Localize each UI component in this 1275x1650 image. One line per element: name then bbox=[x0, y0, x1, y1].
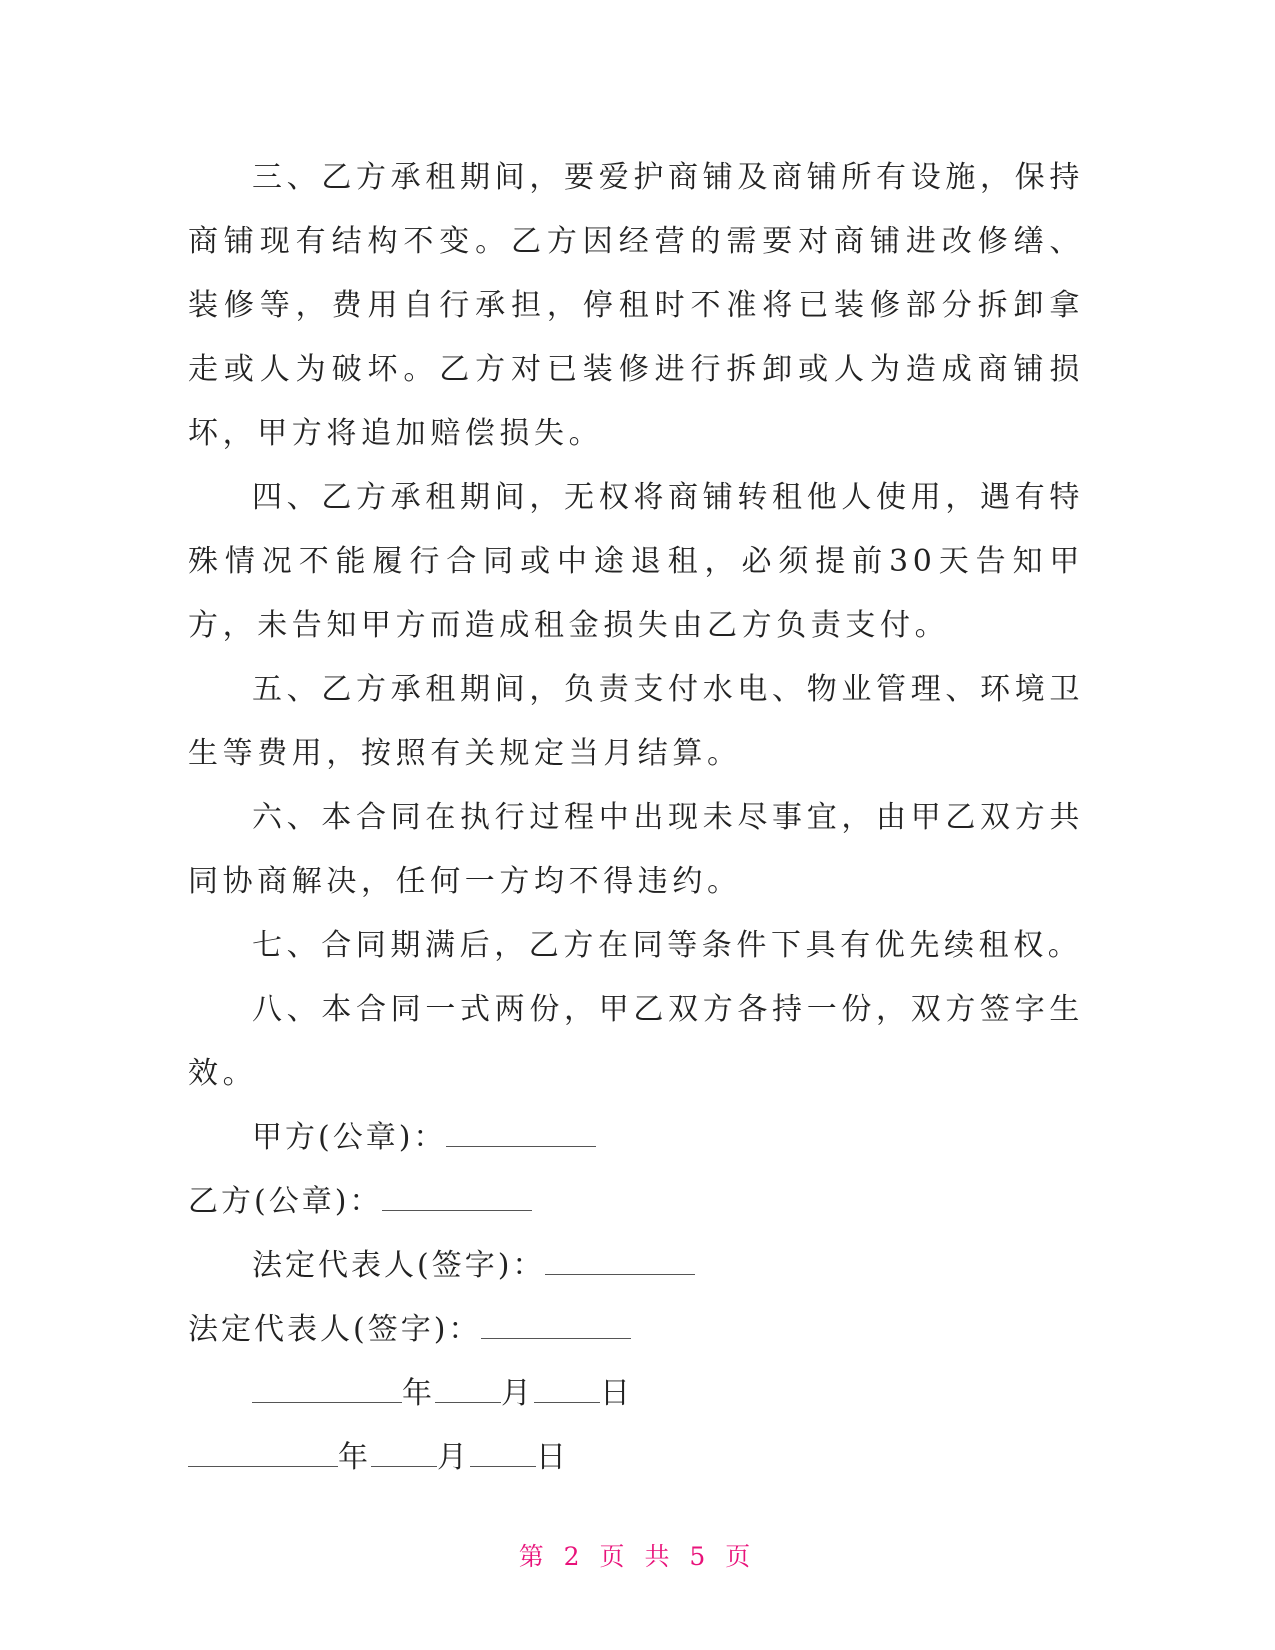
date-line-b bbox=[188, 1426, 1084, 1490]
party-b-seal-blank bbox=[382, 1188, 532, 1211]
day-blank-a bbox=[534, 1380, 600, 1403]
year-blank-a bbox=[252, 1380, 402, 1403]
party-a-seal-line bbox=[188, 1106, 1084, 1170]
clause-6: 六、本合同在执行过程中出现未尽事宜，由甲乙双方共同协商解决，任何一方均不得违约。 bbox=[188, 800, 1084, 899]
date-line-a bbox=[188, 1362, 1084, 1426]
legal-rep-b-label: 法定代表人(签字)： bbox=[188, 1312, 482, 1347]
clause-3: 三、乙方承租期间，要爱护商铺及商铺所有设施，保持商铺现有结构不变。乙方因经营的需要对商铺进改修缮、装修等，费用自行承担，停租时不准将已装修部分拆卸拿走或人为破坏。乙方对已装修进行拆卸或人为造成商铺损坏，甲方将追加赔偿损失。 bbox=[188, 160, 1084, 451]
clause-5: 五、乙方承租期间，负责支付水电、物业管理、环境卫生等费用，按照有关规定当月结算。 bbox=[188, 672, 1084, 771]
month-label-b: 月 bbox=[437, 1440, 470, 1475]
year-blank-b bbox=[188, 1444, 338, 1467]
legal-rep-a-blank bbox=[545, 1252, 695, 1275]
page-number-footer: 第 2 页 共 5 页 bbox=[518, 1542, 757, 1571]
month-blank-b bbox=[371, 1444, 437, 1467]
day-label-b: 日 bbox=[536, 1440, 569, 1475]
year-label-b: 年 bbox=[338, 1440, 371, 1475]
month-label-a: 月 bbox=[501, 1376, 534, 1411]
party-a-seal-label: 甲方(公章)： bbox=[252, 1120, 447, 1155]
day-blank-b bbox=[470, 1444, 536, 1467]
party-b-seal-line bbox=[188, 1170, 1084, 1234]
clause-7: 七、合同期满后，乙方在同等条件下具有优先续租权。 bbox=[252, 928, 1083, 963]
month-blank-a bbox=[435, 1380, 501, 1403]
year-label-a: 年 bbox=[402, 1376, 435, 1411]
day-label-a: 日 bbox=[600, 1376, 633, 1411]
clause-4: 四、乙方承租期间，无权将商铺转租他人使用，遇有特殊情况不能履行合同或中途退租，必须提前30天告知甲方，未告知甲方而造成租金损失由乙方负责支付。 bbox=[188, 480, 1084, 643]
party-b-seal-label: 乙方(公章)： bbox=[188, 1184, 383, 1219]
legal-rep-b-line bbox=[188, 1298, 1084, 1362]
party-a-seal-blank bbox=[446, 1124, 596, 1147]
legal-rep-a-line bbox=[188, 1234, 1084, 1298]
contract-body bbox=[188, 146, 1084, 1490]
clause-8: 八、本合同一式两份，甲乙双方各持一份，双方签字生效。 bbox=[188, 992, 1084, 1091]
legal-rep-b-blank bbox=[481, 1316, 631, 1339]
legal-rep-a-label: 法定代表人(签字)： bbox=[252, 1248, 546, 1283]
